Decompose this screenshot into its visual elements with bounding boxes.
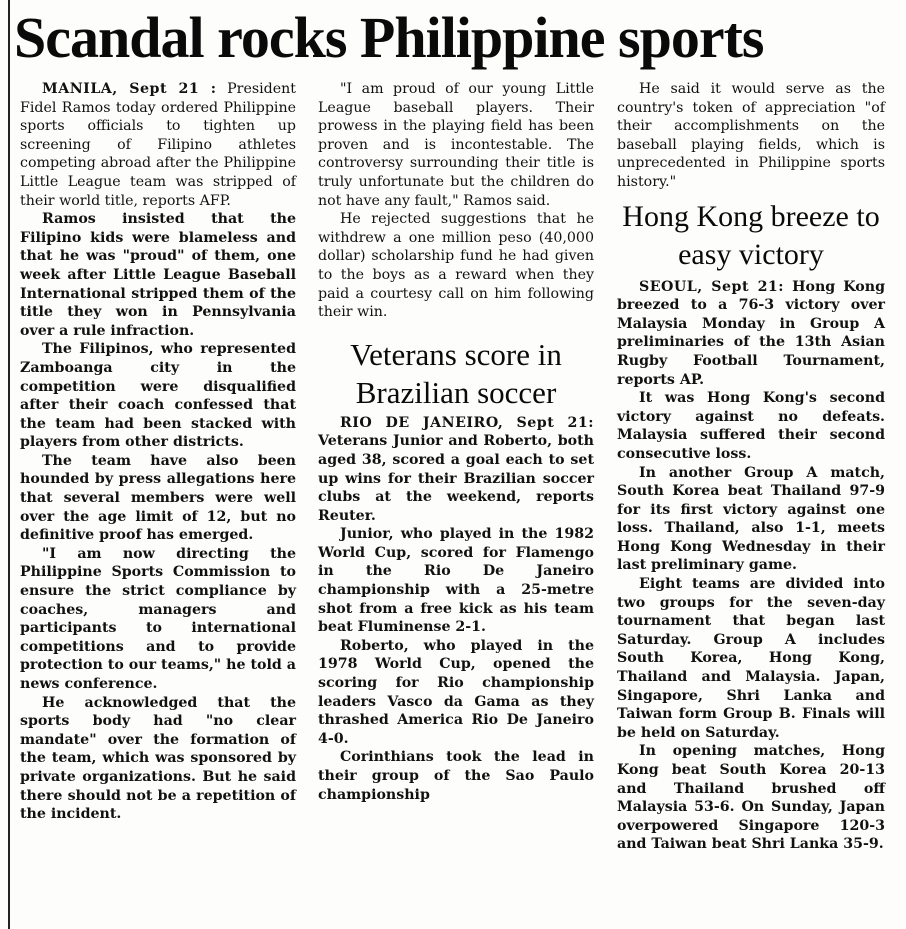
- column-2: [318, 80, 594, 804]
- main-story-paragraph: Ramos insisted that the Filipino kids were blameless and that he was "proud" of them, one week after Little League Baseball International stripped them of the title they won in Pennsylvania over a rule infraction.: [20, 211, 296, 339]
- column-1: [20, 80, 296, 824]
- main-story-paragraph: The Filipinos, who represented Zamboanga city in the competition were disqualified after their coach confessed that the team had been stacked with players from other districts.: [20, 341, 296, 451]
- page-headline: Scandal rocks Philippine sports: [14, 5, 764, 70]
- hongkong-story-paragraph: It was Hong Kong's second victory against no defeats. Malaysia suffered their second consecutive loss.: [617, 390, 885, 462]
- veterans-story-paragraph: [318, 414, 594, 526]
- veterans-story-paragraph: Corinthians took the lead in their group of the Sao Paulo championship: [318, 749, 594, 803]
- veterans-story-text: Veterans Junior and Roberto, both aged 38, scored a goal each to set up wins for their Brazilian soccer clubs at the weekend, reports Reuter.: [318, 433, 594, 524]
- main-story-paragraph: "I am now directing the Philippine Sports Commission to ensure the strict compliance by coaches, managers and participants to international competitions and to provide protection to our teams," he told a news conference.: [20, 545, 296, 692]
- hongkong-story-dateline: SEOUL, Sept 21:: [639, 278, 785, 295]
- hongkong-story-title: Hong Kong breeze to easy victory: [622, 199, 880, 271]
- veterans-story-title: Veterans score in Brazilian soccer: [350, 336, 562, 410]
- main-story-paragraph: He acknowledged that the sports body had "no clear mandate" over the formation of the team, which was sponsored by private organizations. But he said there should not be a repetition of the incident.: [20, 694, 296, 823]
- main-story-paragraph: He said it would serve as the country's token of appreciation "of their accomplishments on the baseball playing fields, which is unprecedented in Philippine sports history.": [617, 81, 885, 190]
- hongkong-story-paragraph: In opening matches, Hong Kong beat South Korea 20-13 and Thailand brushed off Malaysia 53-6. On Sunday, Japan overpowered Singapore 120-3 and Taiwan beat Shri Lanka 35-9.: [617, 743, 885, 853]
- veterans-story-dateline: RIO DE JANEIRO, Sept 21:: [340, 414, 594, 431]
- hongkong-story-paragraph: In another Group A match, South Korea beat Thailand 97-9 for its first victory against one loss. Thailand, also 1-1, meets Hong Kong Wednesday in their last preliminary game.: [617, 464, 885, 574]
- hongkong-story-paragraph: [617, 278, 885, 390]
- main-story-paragraph: He rejected suggestions that he withdrew a one million peso (40,000 dollar) scholarship fund he had given to the boys as a reward when they paid a courtesy call on him following their win.: [318, 211, 594, 321]
- column-rule: [8, 0, 10, 929]
- veterans-story-paragraph: Roberto, who played in the 1978 World Cup, opened the scoring for Rio championship leaders Vasco da Gama as they thrashed America Rio De Janeiro 4-0.: [318, 637, 594, 747]
- main-story-text: President Fidel Ramos today ordered Philippine sports officials to tighten up screening of Filipino athletes competing abroad after the Philippine Little League team was stripped of their world title, reports AFP.: [20, 81, 296, 209]
- veterans-story-paragraph: Junior, who played in the 1982 World Cup, scored for Flamengo in the Rio De Janeiro championship with a 25-metre shot from a free kick as his team beat Fluminense 2-1.: [318, 526, 594, 636]
- hongkong-story-paragraph: Eight teams are divided into two groups for the seven-day tournament that began last Saturday. Group A includes South Korea, Hong Kong, Thailand and Malaysia. Japan, Singapore, Shri Lanka and Taiwan form Group B. Finals will be held on Saturday.: [617, 576, 885, 741]
- hongkong-story-text: Hong Kong breezed to a 76-3 victory over Malaysia Monday in Group A preliminaries of the 13th Asian Rugby Football Tournament, reports AP.: [617, 278, 885, 388]
- column-3: [617, 80, 885, 854]
- main-story-paragraph: [20, 80, 296, 210]
- main-story-paragraph: "I am proud of our young Little League baseball players. Their prowess in the playing field has been proven and is incontestable. The controversy surrounding their title is truly unfortunate but the children do not have any fault," Ramos said.: [318, 81, 594, 209]
- main-story-paragraph: The team have also been hounded by press allegations here that several members were well over the age limit of 12, but no definitive proof has emerged.: [20, 452, 296, 544]
- main-story-dateline: MANILA, Sept 21 :: [42, 81, 217, 97]
